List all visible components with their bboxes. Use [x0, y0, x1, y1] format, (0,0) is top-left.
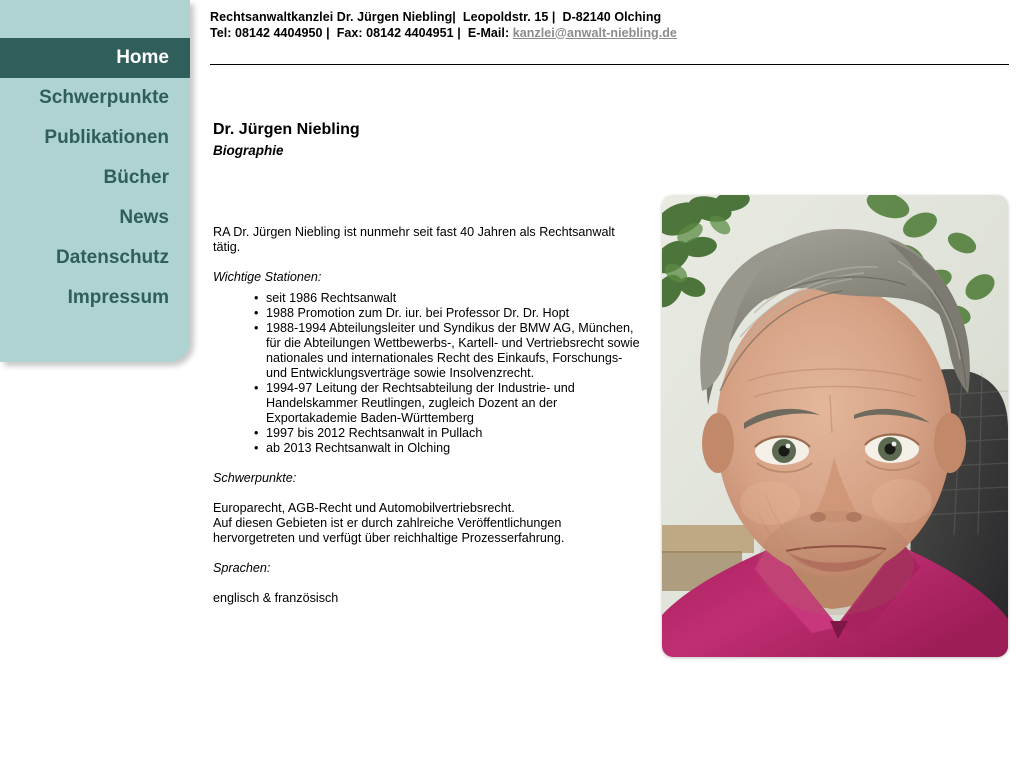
biography-text — [213, 225, 645, 606]
portrait-photo — [662, 195, 1008, 657]
list-item: • 1994-97 Leitung der Rechtsabteilung der Industrie- und Handelskammer Reutlingen, zugleich Dozent an der Exportakademie Baden-Württemberg — [254, 381, 645, 426]
contact-header-line1 — [210, 10, 1010, 26]
list-item: • 1997 bis 2012 Rechtsanwalt in Pullach — [254, 426, 645, 441]
languages-label: Sprachen: — [213, 561, 271, 575]
contact-header-line2 — [210, 26, 1010, 42]
street-address: Leopoldstr. 15 — [462, 10, 549, 24]
focus-line-2: Auf diesen Gebieten ist er durch zahlreiche Veröffentlichungen — [213, 516, 562, 530]
spacer — [213, 456, 645, 471]
stations-list — [213, 291, 645, 456]
intro-paragraph: RA Dr. Jürgen Niebling ist nunmehr seit fast 40 Jahren als Rechtsanwalt tätig. — [213, 225, 615, 254]
sidebar-item-publikationen[interactable] — [0, 118, 190, 158]
portrait-photo-illustration — [662, 195, 1008, 657]
spacer — [213, 486, 645, 501]
city-address: D-82140 Olching — [562, 10, 662, 24]
separator: | — [452, 10, 456, 24]
separator: | — [551, 10, 556, 24]
sidebar-item-label: Impressum — [67, 287, 169, 308]
sidebar-item-news[interactable] — [0, 198, 190, 238]
list-item: • 1988-1994 Abteilungsleiter und Syndikus der BMW AG, München, für die Abteilungen Wettbewerbs-, Kartell- und Vertriebsrecht sowie nationales und internationales Recht des Einkaufs, Forschungs- und Entwicklungsverträge sowie Insolvenzrecht. — [254, 321, 645, 381]
email-label: E-Mail: — [467, 25, 510, 40]
separator: | — [457, 25, 461, 40]
sidebar-item-label: Home — [116, 47, 169, 68]
page-subtitle: Biographie — [213, 143, 284, 158]
page-title: Dr. Jürgen Niebling — [213, 121, 360, 138]
sidebar-item-label: News — [119, 207, 169, 228]
contact-header — [210, 0, 1010, 41]
email-link[interactable]: kanzlei@anwalt-niebling.de — [512, 25, 677, 40]
list-item: • ab 2013 Rechtsanwalt in Olching — [254, 441, 645, 456]
focus-line-1: Europarecht, AGB-Recht und Automobilvertriebsrecht. — [213, 501, 515, 515]
sidebar-item-label: Bücher — [103, 167, 169, 188]
languages-value: englisch & französisch — [213, 591, 339, 605]
sidebar-item-buecher[interactable] — [0, 158, 190, 198]
sidebar-item-label: Publikationen — [44, 127, 169, 148]
spacer — [213, 576, 645, 591]
sidebar-item-datenschutz[interactable] — [0, 238, 190, 278]
focus-line-3: hervorgetreten und verfügt über reichhaltige Prozesserfahrung. — [213, 531, 565, 545]
spacer — [213, 255, 645, 270]
list-item: • seit 1986 Rechtsanwalt — [254, 291, 645, 306]
page-heading-block — [213, 120, 653, 160]
stations-label: Wichtige Stationen: — [213, 270, 322, 284]
sidebar-top-spacer — [0, 0, 190, 38]
sidebar-navigation — [0, 0, 190, 362]
fax-number: Fax: 08142 4404951 — [336, 25, 454, 40]
sidebar-item-label: Schwerpunkte — [39, 87, 169, 108]
sidebar-item-home[interactable] — [0, 38, 190, 78]
sidebar-item-schwerpunkte[interactable] — [0, 78, 190, 118]
sidebar-item-label: Datenschutz — [56, 247, 169, 268]
list-item: • 1988 Promotion zum Dr. iur. bei Professor Dr. Dr. Hopt — [254, 306, 645, 321]
focus-label: Schwerpunkte: — [213, 471, 297, 485]
firm-name: Rechtsanwaltkanzlei Dr. Jürgen Niebling — [210, 10, 453, 24]
separator: | — [326, 25, 330, 40]
header-divider — [210, 64, 1009, 65]
telephone-number: Tel: 08142 4404950 — [210, 25, 323, 40]
sidebar-item-impressum[interactable] — [0, 278, 190, 318]
spacer — [213, 546, 645, 561]
